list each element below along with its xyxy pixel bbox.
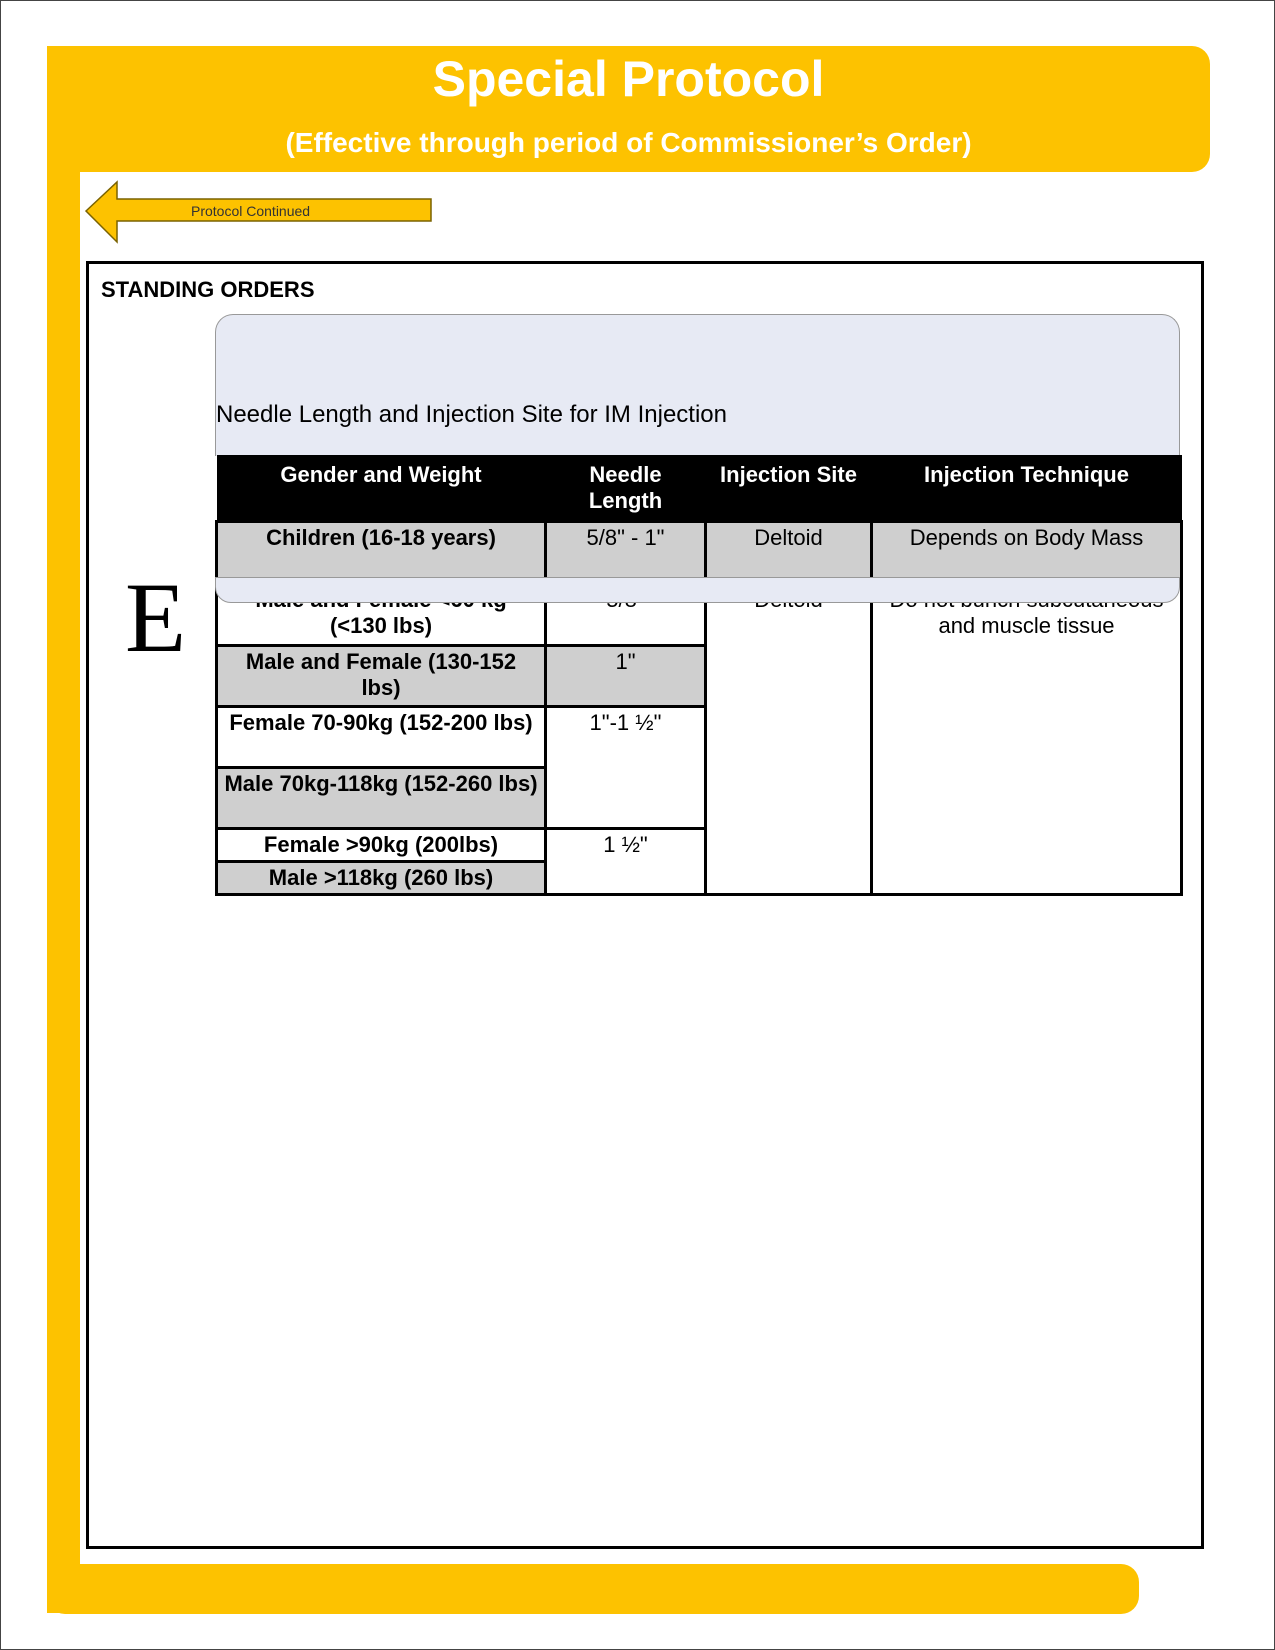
section-marker: E [125,562,187,673]
technique-cell: and muscle tissue [872,584,1182,895]
needle-cell: 1 ½" [546,829,706,895]
group-cell: Male >118kg (260 lbs) [217,862,546,895]
group-cell: (<130 lbs) [217,584,546,646]
table-header-row [217,457,1182,522]
standing-orders-title: STANDING ORDERS [101,277,315,302]
site-cell: Deltoid [706,522,872,584]
group-cell: Female 70-90kg (152-200 lbs) [217,707,546,768]
table-title-panel [215,314,1180,456]
table-row [217,522,1182,584]
needle-cell: 5/8" - 1" [546,522,706,584]
group-cell: Female >90kg (200lbs) [217,829,546,862]
protocol-continued-link[interactable] [84,180,434,246]
group-cell: Male and Female (130-152 lbs) [217,646,546,707]
needle-length-table [215,455,1183,896]
group-cell: Children (16-18 years) [217,522,546,584]
page-subtitle: (Effective through period of Commissioner’s Order) [285,127,972,158]
left-accent-bar [47,160,80,1613]
column-header: Injection Site [706,457,872,522]
page-title: Special Protocol [432,51,825,107]
needle-cell: 1"-1 ½" [546,707,706,829]
needle-cell: 1" [546,646,706,707]
overlay-strip [215,577,1180,603]
column-header: Needle Length [546,457,706,522]
technique-cell: Depends on Body Mass [872,522,1182,584]
site-cell [706,584,872,895]
bottom-band [47,1564,1139,1614]
column-header: Gender and Weight [217,457,546,522]
group-cell: Male 70kg-118kg (152-260 lbs) [217,768,546,829]
column-header: Injection Technique [872,457,1182,522]
table-title: Needle Length and Injection Site for IM Injection [216,401,727,428]
protocol-continued-label: Protocol Continued [191,203,311,219]
